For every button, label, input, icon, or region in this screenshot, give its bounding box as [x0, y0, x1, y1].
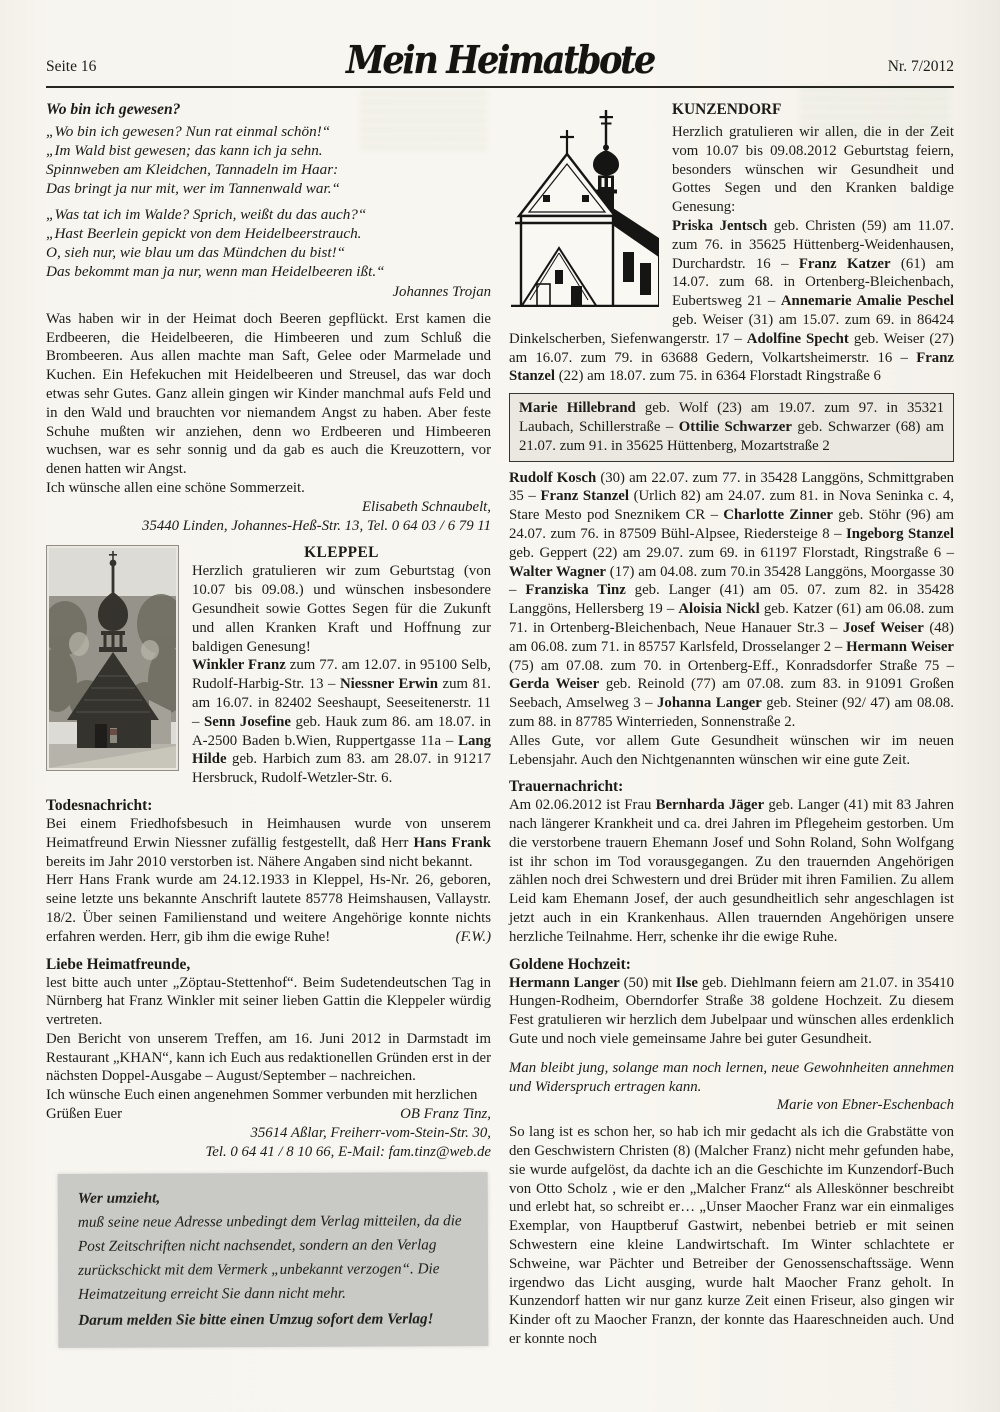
dear-friends-paragraph-3: [46, 1086, 491, 1124]
berries-section: [46, 310, 491, 536]
poem-title: Wo bin ich gewesen?: [46, 101, 181, 118]
poem-section: [46, 100, 491, 302]
berries-signature: Elisabeth Schnaubelt, 35440 Linden, Johannes-Heß-Str. 13, Tel. 0 64 03 / 6 79 11: [142, 498, 491, 534]
relocation-notice-title: Wer umzieht,: [77, 1189, 161, 1208]
poem-stanza-1: „Wo bin ich gewesen? Nun rat einmal schön!“ „Im Wald bist gewesen; das kann ich ja sehn. Spinnweben am Kleidchen, Tannadeln im Haar: Das bringt ja nur mit, wer im Tannenwald war.“: [46, 123, 340, 197]
dear-friends-heading: Liebe Heimatfreunde,: [46, 955, 191, 973]
malcher-franz-story: So lang ist es schon her, so hab ich mir gedacht als ich die Grabstätte von den Geschwistern Christen (8) (Malcher Franz) nicht mehr gefunden habe, sie wurde aufgelöst, da dachte ich an die Geschichte im Kunzendorf-Buch von Otto Scholz , wie er den „Malcher Franz“ als Alleskönner beschreibt und erlebt hat, so schreibt er… „Unser Maocher Franz war ein einmaliges Exemplar, von Hauptberuf Gastwirt, nebenbei betrieb er mit seinen Schwestern eine kleine Landwirtschaft. Im Winter schlachtete er Schweine, war Pächter und Betreiber der Genossenschaftssäge. Wenn irgendwo das Licht ausging, wurde halt Maocher Franz geholt. In Kunzendorf hatten wir nur ganz kurze Zeit einen Friseur, also gingen wir Kinder oft zu Maocher Franzn, der konnte das Haareschneiden auch. Und er konnte noch: [509, 1124, 954, 1348]
quote-author: Marie von Ebner-Eschenbach: [776, 1097, 954, 1114]
quote-text: Man bleibt jung, solange man noch lernen, neue Gewohnheiten annehmen und Widerspruch ertragen kann.: [509, 1059, 954, 1095]
kunzendorf-intro: Herzlich gratulieren wir allen, die in der Zeit vom 10.07 bis 09.08.2012 Geburtstag feiern, besonders wünschen wir Gesundheit und Gottes Segen und den Kranken baldige Genesung:: [672, 124, 954, 216]
issue-number-label: Nr. 7/2012: [887, 58, 954, 75]
editor-initials: (F.W.): [455, 928, 491, 945]
dear-friends-greeting: Ich wünsche Euch einen angenehmen Sommer verbunden mit herzlichen Grüßen Euer: [46, 1087, 478, 1123]
death-notice-paragraph-1: Bei einem Friedhofsbesuch in Heimhausen wurde von unserem Heimatfreund Erwin Niessner zufällig festgestellt, daß Herr Hans Frank bereits im Jahr 2010 verstorben ist. Nähere Angaben sind nicht bekannt.: [46, 815, 492, 870]
two-column-layout: [0, 88, 1000, 1349]
dear-friends-paragraph-2: Den Bericht von unserem Treffen, am 16. Juni 2012 in Darmstadt im Restaurant „KHAN“, kann ich Euch aus redaktionellen Gründen erst in der nächsten Doppel-Ausgabe – August/September – nachreichen.: [46, 1030, 491, 1085]
kleppel-intro: Herzlich gratulieren wir zum Geburtstag (von 10.07 bis 09.08.) und wünschen insbesondere Gesundheit sowie Gottes Segen für die Zukunft und allen Kranken Kraft und Hoffnung zur baldigen Genesung!: [192, 563, 491, 655]
dear-friends-section: [46, 955, 491, 1162]
relocation-notice-emphasis: Darum melden Sie bitte einen Umzug sofort dem Verlag!: [78, 1310, 434, 1330]
kunzendorf-section: [509, 100, 954, 386]
header-rule: [46, 86, 954, 88]
obituary-heading: Trauernachricht:: [509, 778, 624, 796]
church-drawing: [509, 102, 659, 307]
chapel-photo-illustration: [49, 548, 176, 768]
malcher-franz-story-section: [509, 1123, 954, 1349]
page-header: [0, 0, 1000, 88]
relocation-notice-body: muß seine neue Adresse unbedingt dem Verlag mitteilen, da die Post Zeitschriften nicht nachsendet, sondern an den Verlag zurückschickt mit dem Vermerk „unbekannt verzogen“. Die Heimatzeitung erreicht Sie dann nicht mehr.: [77, 1212, 462, 1304]
berries-paragraph: Was haben wir in der Heimat doch Beeren gepflückt. Erst kamen die Erdbeeren, die Heidelbeeren, die Himbeeren und zum Schluß die Brombeeren. Aus allen machte man Saft, Gelee oder Marmelade und Kuchen. Ein Hefekuchen mit Heidelbeeren und Streusel, das war doch etwas sehr Gutes. Ganz allein gingen wir Kinder manchmal aufs Feld und in den Wald und brauchten vor niemandem Angst zu haben. Aber feste Schuhe mußten wir anziehen, denn wo Erdbeeren und Himbeeren wuchsen, war es sehr sonnig und da gab es auch die Kreuzottern, vor denen hatten wir Angst.: [46, 310, 491, 478]
kleppel-heading: KLEPPEL: [304, 544, 379, 562]
highlighted-birthday-text: Marie Hillebrand geb. Wolf (23) am 19.07. zum 97. in 35321 Laubach, Schillerstraße – Ottilie Schwarzer geb. Schwarzer (68) am 21.07. zum 91. in 35625 Hüttenberg, Mozartstraße 2: [519, 400, 944, 454]
golden-wedding-text: Hermann Langer (50) mit Ilse geb. Diehlmann feiern am 21.07. in 35410 Hungen-Rodheim, Oberndorfer Straße 38 goldene Hochzeit. Zu diesem Fest gratulieren wir herzlich dem Jubelpaar und wünschen alles erdenklich Gute und noch viele gemeinsame Jahre bei guter Gesundheit.: [509, 974, 955, 1048]
kunzendorf-church-illustration: [509, 102, 661, 309]
quote-section: [509, 1059, 954, 1115]
kunzendorf-birthday-list-2: Rudolf Kosch (30) am 22.07. zum 77. in 35428 Langgöns, Schmittgraben 35 – Franz Stanzel (Urlich 82) am 24.07. zum 81. in Nova Seninka c. 4, Stare Mesto pod Sneznikem CR – Charlotte Zinner geb. Stöhr (96) am 24.07. zum 76. in 87509 Bühl-Alpsee, Riedersteige 8 – Ingeborg Stanzel geb. Geppert (22) am 29.07. zum 69. in 61197 Florstadt, Ringstraße 6 – Walter Wagner (17) am 04.08. zum 70.in 35428 Langgöns, Moorgasse 30 – Franziska Tinz geb. Langer (41) am 05. 07. zum 82. in 35428 Langgöns, Hellersberg 19 – Aloisia Nickl geb. Katzer (61) am 06.08. zum 71. in Ortenberg-Bleichenbach, Neue Hanauer Str.3 – Josef Weiser (48) am 06.08. zum 71. in 85757 Karlsfeld, Drosselanger 2 – Hermann Weiser (75) am 07.08. zum 70. in Ortenberg-Eff., Konradsdorfer Straße 75 – Gerda Weiser geb. Reinold (77) am 07.08. zum 83. in 91091 Großen Seebach, Amselweg 3 – Johanna Langer geb. Steiner (92/ 47) am 08.08. zum 88. in 87785 Winterrieden, Sonnenstraße 2.: [509, 469, 955, 730]
golden-wedding-section: [509, 955, 954, 1049]
kunzendorf-heading: KUNZENDORF: [672, 101, 782, 118]
dear-friends-paragraph-1: lest bitte auch unter „Zöptau-Stettenhof“. Beim Sudetendeutschen Tag in Nürnberg hat Franz Winkler mit seiner lieben Gattin die Kleppeler würdig vertreten.: [46, 974, 491, 1029]
death-notice-text: Herr Hans Frank wurde am 24.12.1933 in Kleppel, Hs-Nr. 26, geboren, seine letzte uns bekannte Anschrift lautete 85778 Heimshausen, Vallaystr. 18/2. Über seinen Familienstand und weitere Angehörige konnte nichts erfahren werden. Herr, gib ihm die ewige Ruhe!: [46, 872, 491, 945]
kleppel-chapel-photo: [46, 545, 179, 771]
death-notice-heading: Todesnachricht:: [46, 796, 153, 814]
right-column: [509, 100, 954, 1349]
relocation-notice-box: [58, 1173, 489, 1349]
poem-stanza-2: „Was tat ich im Walde? Sprich, weißt du das auch?“ „Hast Beerlein gepickt von dem Heidelbeerstrauch. O, sieh nur, wie blau um das Mündchen du bist!“ Das bekommt man ja nur, wenn man Heidelbeeren ißt.“: [46, 206, 385, 280]
obituary-section: [509, 777, 954, 946]
masthead-title: Mein Heimatbote: [346, 37, 654, 82]
signer-name: OB Franz Tinz,: [400, 1106, 491, 1123]
left-column: [46, 100, 491, 1349]
golden-wedding-heading: Goldene Hochzeit:: [509, 955, 631, 973]
kunzendorf-closing: Alles Gute, vor allem Gute Gesundheit wünschen wir im neuen Lebensjahr. Auch den Nichtgenannten wünschen wir eine gute Zeit.: [509, 732, 954, 768]
berries-closing: Ich wünsche allen eine schöne Sommerzeit.: [46, 479, 305, 496]
kleppel-section: [46, 543, 491, 788]
death-notice-section: [46, 796, 491, 947]
kleppel-birthday-list: Winkler Franz zum 77. am 12.07. in 95100 Selb, Rudolf-Harbig-Str. 13 – Niessner Erwin zum 81. am 16.07. in 82402 Seeshaupt, Seeseitenerstr. 11 – Senn Josefine geb. Hauk zum 86. am 18.07. in A-2500 Baden b.Wien, Ruppertgasse 11a – Lang Hilde geb. Harbich zum 83. am 28.07. in 91217 Hersbruck, Rudolf-Wetzler-Str. 6.: [192, 657, 492, 787]
obituary-text: Am 02.06.2012 ist Frau Bernharda Jäger geb. Langer (41) mit 83 Jahren nach längerer Krankheit und ca. drei Jahren im Pflegeheim gestorben. Um die verstorbene trauern Ehemann Josef und Sohn Roland, Sohn Wolfgang ist ihr schon im Tod vorausgegangen. Zu den trauernden Angehörigen zählen noch drei Schwestern und drei Brüder mit ihren Familien. Zu allem Leid kam Ehemann Josef, der auch gesundheitlich sehr angeschlagen ist jetzt auch in ein Krankenhaus. Allen trauernden Angehörigen unsere herzliche Teilnahme. Herr, schenke ihr die ewige Ruhe.: [509, 797, 954, 945]
poem-author: Johannes Trojan: [392, 284, 491, 300]
page-number-label: Seite 16: [46, 58, 97, 75]
highlighted-birthday-box: [509, 393, 954, 461]
death-notice-paragraph-2: [46, 871, 491, 946]
kunzendorf-birthday-list-1: Priska Jentsch geb. Christen (59) am 11.07. zum 76. in 35625 Hüttenberg-Weidenhausen, Durchardstr. 16 – Franz Katzer (61) am 14.07. zum 68. in Ortenberg-Bleichenbach, Eubertsweg 21 – Annemarie Amalie Peschel geb. Weiser (31) am 15.07. zum 69. in 86424 Dinkelscherben, Siefenwangerstr. 17 – Adolfine Specht geb. Weiser (27) am 16.07. zum 79. in 63688 Gedern, Volkartsheimerstr. 16 – Franz Stanzel (22) am 18.07. zum 75. in 6364 Florstadt Ringstraße 6: [509, 217, 955, 385]
signer-address: 35614 Aßlar, Freiherr-vom-Stein-Str. 30, Tel. 0 64 41 / 8 10 66, E-Mail: fam.tinz@web.de: [205, 1124, 491, 1160]
